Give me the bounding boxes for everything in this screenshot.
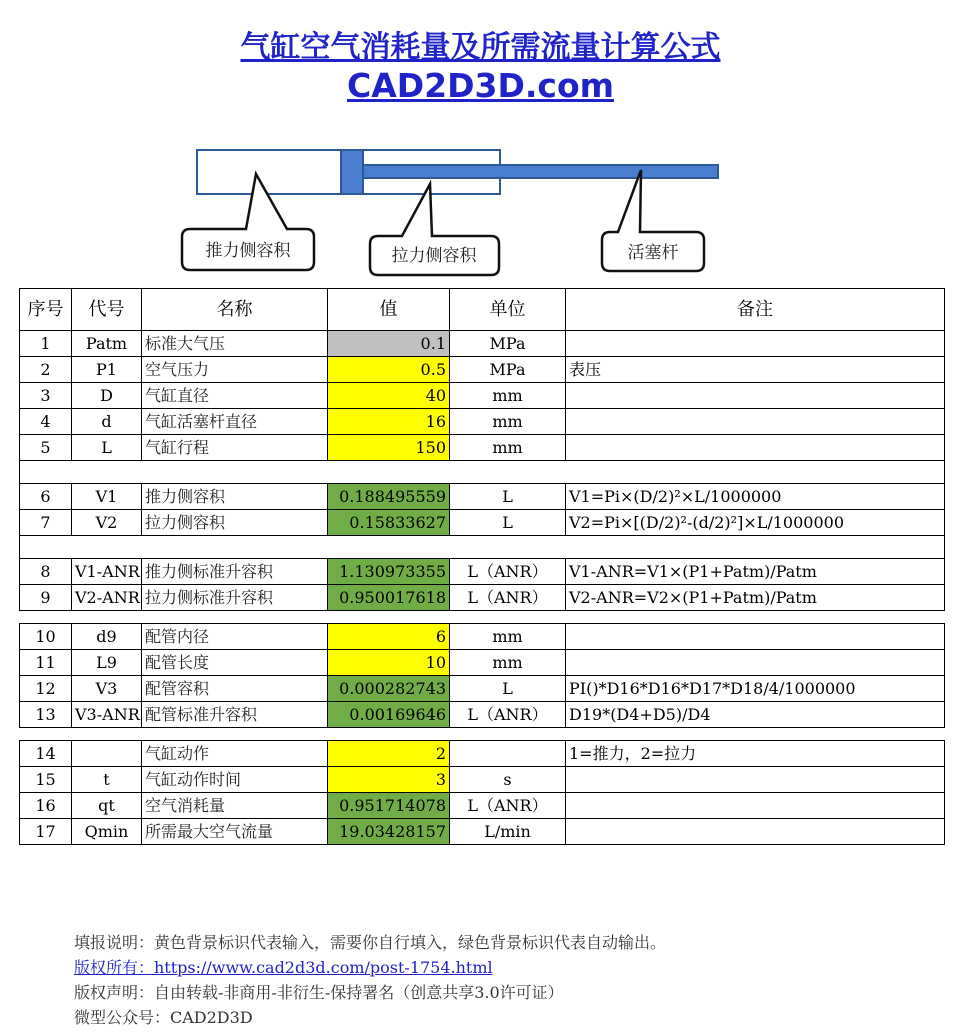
row-value[interactable]: 0.5 bbox=[328, 357, 450, 383]
row-code: L bbox=[72, 435, 142, 461]
row-code: V1-ANR bbox=[72, 559, 142, 585]
row-code: Qmin bbox=[72, 819, 142, 845]
callout-push-label: 推力侧容积 bbox=[205, 241, 291, 261]
row-no: 14 bbox=[20, 741, 72, 767]
row-unit: L bbox=[450, 510, 566, 536]
row-note: V1-ANR=V1×(P1+Patm)/Patm bbox=[566, 559, 945, 585]
row-value: 19.03428157 bbox=[328, 819, 450, 845]
table-row bbox=[20, 702, 945, 728]
row-note bbox=[566, 409, 945, 435]
table-row bbox=[20, 435, 945, 461]
row-unit bbox=[450, 741, 566, 767]
row-note: V1=Pi×(D/2)²×L/1000000 bbox=[566, 484, 945, 510]
row-no: 7 bbox=[20, 510, 72, 536]
row-unit: s bbox=[450, 767, 566, 793]
row-unit: L bbox=[450, 676, 566, 702]
row-name: 气缸动作 bbox=[142, 741, 328, 767]
header-unit: 单位 bbox=[450, 289, 566, 331]
table-row bbox=[20, 650, 945, 676]
table-row bbox=[20, 624, 945, 650]
fill-instructions: 填报说明：黄色背景标识代表输入，需要你自行填入，绿色背景标识代表自动输出。 bbox=[74, 933, 667, 952]
row-code: V3 bbox=[72, 676, 142, 702]
row-code: V1 bbox=[72, 484, 142, 510]
row-value: 0.000282743 bbox=[328, 676, 450, 702]
callout-pull-label: 拉力侧容积 bbox=[391, 246, 477, 266]
row-name: 推力侧标准升容积 bbox=[142, 559, 328, 585]
row-unit: L bbox=[450, 484, 566, 510]
table-separator bbox=[20, 728, 945, 741]
row-value[interactable]: 10 bbox=[328, 650, 450, 676]
row-note bbox=[566, 435, 945, 461]
row-unit: L/min bbox=[450, 819, 566, 845]
row-value: 0.188495559 bbox=[328, 484, 450, 510]
row-note: V2=Pi×[(D/2)²-(d/2)²]×L/1000000 bbox=[566, 510, 945, 536]
page-title: 气缸空气消耗量及所需流量计算公式 bbox=[240, 30, 721, 65]
row-no: 12 bbox=[20, 676, 72, 702]
row-name: 气缸动作时间 bbox=[142, 767, 328, 793]
row-unit: mm bbox=[450, 435, 566, 461]
table-row bbox=[20, 510, 945, 536]
row-unit: mm bbox=[450, 383, 566, 409]
piston-rod bbox=[363, 165, 718, 178]
row-name: 配管长度 bbox=[142, 650, 328, 676]
row-no: 10 bbox=[20, 624, 72, 650]
row-value: 0.15833627 bbox=[328, 510, 450, 536]
row-name: 标准大气压 bbox=[142, 331, 328, 357]
table-row bbox=[20, 767, 945, 793]
row-note bbox=[566, 383, 945, 409]
row-name: 气缸行程 bbox=[142, 435, 328, 461]
row-note bbox=[566, 793, 945, 819]
table-row bbox=[20, 585, 945, 611]
table-separator bbox=[20, 461, 945, 484]
row-unit: MPa bbox=[450, 357, 566, 383]
row-no: 3 bbox=[20, 383, 72, 409]
table-separator bbox=[20, 536, 945, 559]
row-value: 0.950017618 bbox=[328, 585, 450, 611]
header-name: 名称 bbox=[142, 289, 328, 331]
table-row bbox=[20, 331, 945, 357]
row-name: 拉力侧容积 bbox=[142, 510, 328, 536]
row-unit: mm bbox=[450, 409, 566, 435]
table-header bbox=[20, 289, 945, 331]
row-no: 9 bbox=[20, 585, 72, 611]
header-value: 值 bbox=[328, 289, 450, 331]
row-note: PI()*D16*D16*D17*D18/4/1000000 bbox=[566, 676, 945, 702]
row-unit: L（ANR） bbox=[450, 793, 566, 819]
row-value[interactable]: 40 bbox=[328, 383, 450, 409]
row-code: qt bbox=[72, 793, 142, 819]
row-note bbox=[566, 767, 945, 793]
row-name: 气缸活塞杆直径 bbox=[142, 409, 328, 435]
row-name: 拉力侧标准升容积 bbox=[142, 585, 328, 611]
row-code: D bbox=[72, 383, 142, 409]
row-no: 13 bbox=[20, 702, 72, 728]
row-name: 配管内径 bbox=[142, 624, 328, 650]
table-separator bbox=[20, 611, 945, 624]
row-code: Patm bbox=[72, 331, 142, 357]
row-note: 1=推力，2=拉力 bbox=[566, 741, 945, 767]
row-note: D19*(D4+D5)/D4 bbox=[566, 702, 945, 728]
row-name: 所需最大空气流量 bbox=[142, 819, 328, 845]
table-row bbox=[20, 676, 945, 702]
row-no: 11 bbox=[20, 650, 72, 676]
row-unit: mm bbox=[450, 650, 566, 676]
wechat-text: 微型公众号：CAD2D3D bbox=[74, 1008, 253, 1027]
row-value[interactable]: 150 bbox=[328, 435, 450, 461]
row-value[interactable]: 16 bbox=[328, 409, 450, 435]
notes bbox=[74, 930, 666, 1030]
row-note bbox=[566, 650, 945, 676]
row-note: V2-ANR=V2×(P1+Patm)/Patm bbox=[566, 585, 945, 611]
row-name: 配管标准升容积 bbox=[142, 702, 328, 728]
separator-cell bbox=[20, 461, 945, 484]
calc-table bbox=[19, 288, 945, 845]
row-code: d9 bbox=[72, 624, 142, 650]
row-unit: L（ANR） bbox=[450, 559, 566, 585]
header-note: 备注 bbox=[566, 289, 945, 331]
row-name: 推力侧容积 bbox=[142, 484, 328, 510]
cylinder-diagram bbox=[0, 0, 961, 290]
table-row bbox=[20, 383, 945, 409]
site-link[interactable]: CAD2D3D.com bbox=[346, 66, 614, 105]
row-unit: L（ANR） bbox=[450, 585, 566, 611]
row-value: 1.130973355 bbox=[328, 559, 450, 585]
row-value[interactable]: 6 bbox=[328, 624, 450, 650]
row-value: 0.1 bbox=[328, 331, 450, 357]
piston bbox=[341, 150, 363, 194]
row-note bbox=[566, 819, 945, 845]
row-no: 1 bbox=[20, 331, 72, 357]
table-row bbox=[20, 559, 945, 585]
separator-cell bbox=[20, 611, 945, 624]
row-unit: L（ANR） bbox=[450, 702, 566, 728]
row-no: 15 bbox=[20, 767, 72, 793]
row-value: 0.951714078 bbox=[328, 793, 450, 819]
row-no: 6 bbox=[20, 484, 72, 510]
row-unit: mm bbox=[450, 624, 566, 650]
row-value[interactable]: 2 bbox=[328, 741, 450, 767]
row-name: 配管容积 bbox=[142, 676, 328, 702]
row-code: t bbox=[72, 767, 142, 793]
row-name: 空气消耗量 bbox=[142, 793, 328, 819]
row-unit: MPa bbox=[450, 331, 566, 357]
copyright-link[interactable]: 版权所有：https://www.cad2d3d.com/post-1754.html bbox=[74, 958, 493, 977]
table-row bbox=[20, 409, 945, 435]
table-row bbox=[20, 484, 945, 510]
row-value: 0.00169646 bbox=[328, 702, 450, 728]
row-note: 表压 bbox=[566, 357, 945, 383]
row-code bbox=[72, 741, 142, 767]
row-code: V2 bbox=[72, 510, 142, 536]
row-name: 空气压力 bbox=[142, 357, 328, 383]
row-no: 17 bbox=[20, 819, 72, 845]
row-no: 2 bbox=[20, 357, 72, 383]
row-no: 8 bbox=[20, 559, 72, 585]
table-row bbox=[20, 357, 945, 383]
license-text: 版权声明：自由转载-非商用-非衍生-保持署名（创意共享3.0许可证） bbox=[74, 983, 564, 1002]
row-name: 气缸直径 bbox=[142, 383, 328, 409]
row-no: 16 bbox=[20, 793, 72, 819]
separator-cell bbox=[20, 728, 945, 741]
table-row bbox=[20, 741, 945, 767]
row-code: d bbox=[72, 409, 142, 435]
table-row bbox=[20, 819, 945, 845]
row-value[interactable]: 3 bbox=[328, 767, 450, 793]
row-code: V3-ANR bbox=[72, 702, 142, 728]
row-code: V2-ANR bbox=[72, 585, 142, 611]
row-note bbox=[566, 331, 945, 357]
row-code: L9 bbox=[72, 650, 142, 676]
row-no: 5 bbox=[20, 435, 72, 461]
row-code: P1 bbox=[72, 357, 142, 383]
header-no: 序号 bbox=[20, 289, 72, 331]
callout-rod-label: 活塞杆 bbox=[627, 243, 679, 263]
row-note bbox=[566, 624, 945, 650]
separator-cell bbox=[20, 536, 945, 559]
table-row bbox=[20, 793, 945, 819]
header-code: 代号 bbox=[72, 289, 142, 331]
row-no: 4 bbox=[20, 409, 72, 435]
